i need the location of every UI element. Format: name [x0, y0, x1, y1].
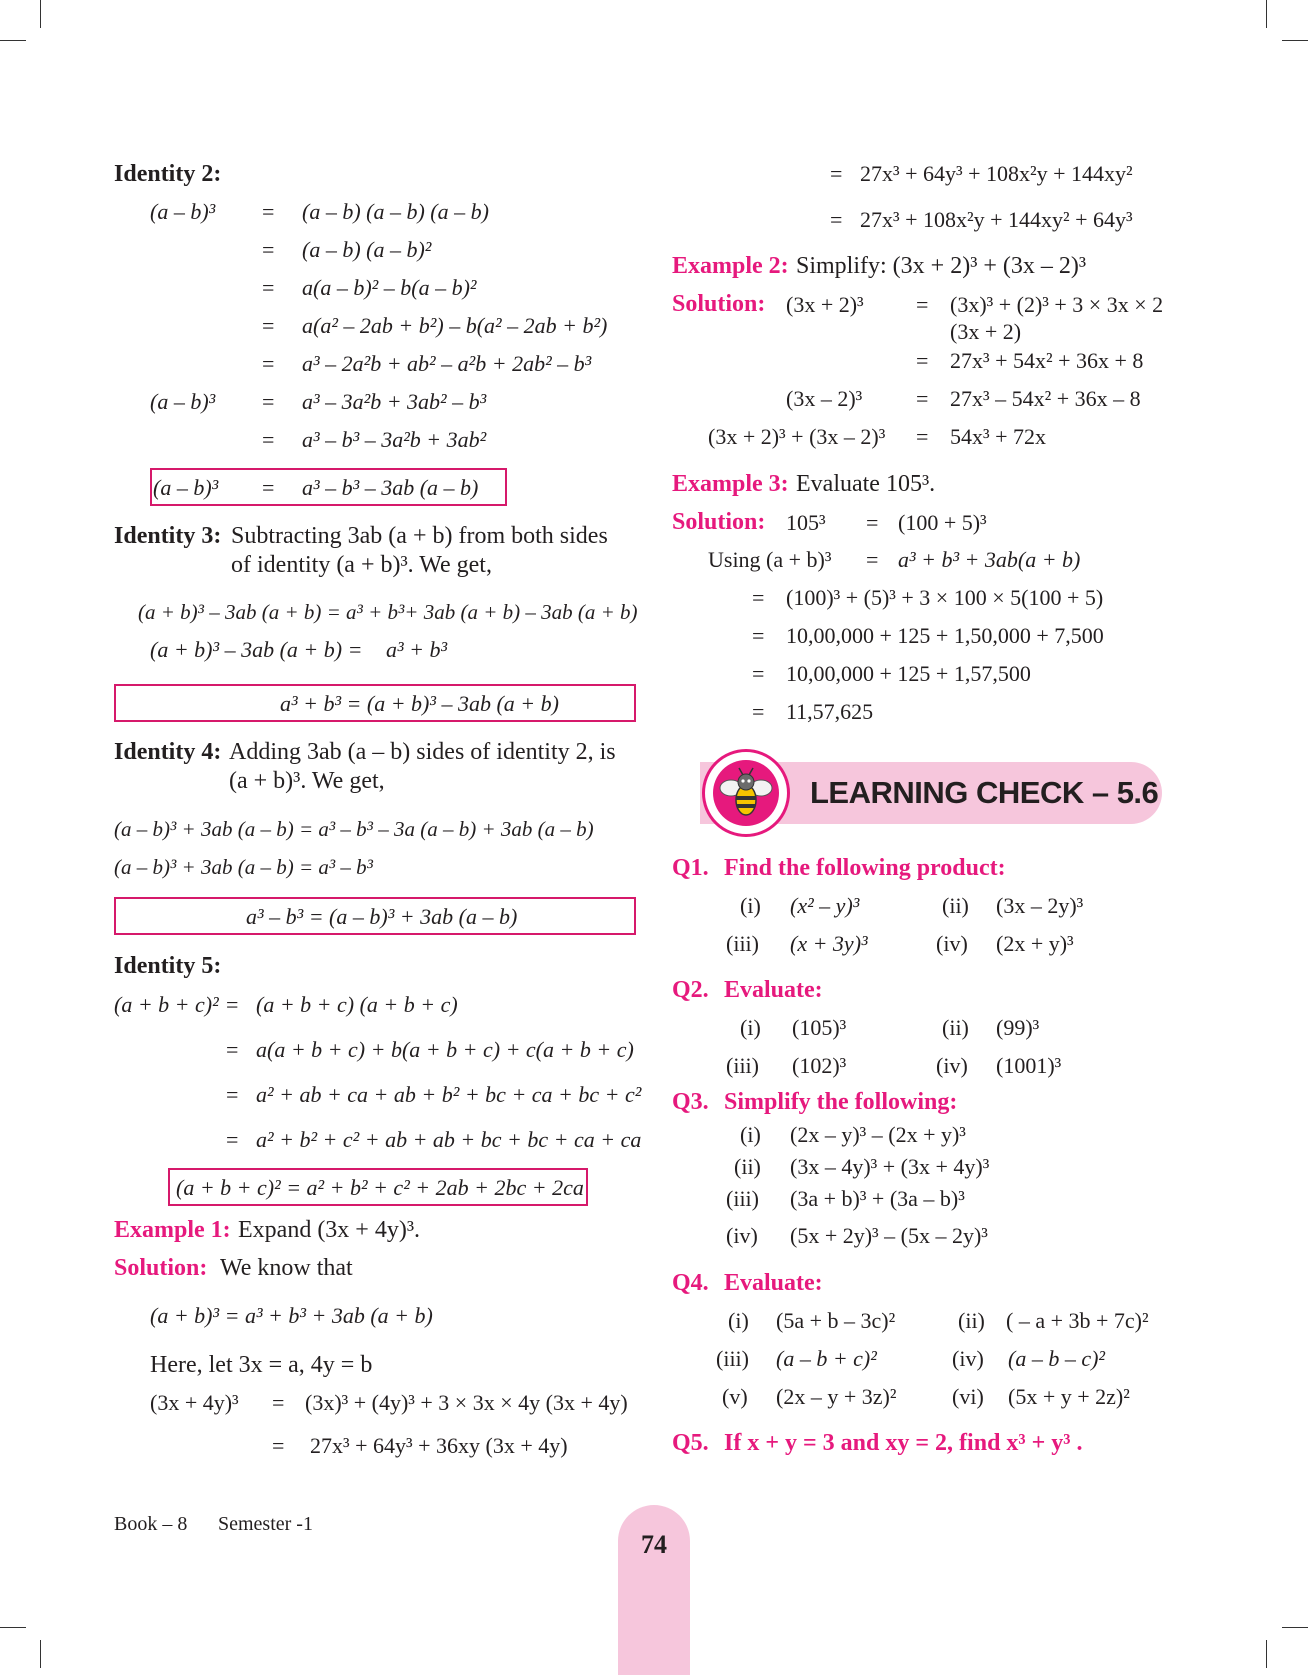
example-3-step: 10,00,000 + 125 + 1,57,500 — [786, 661, 1031, 686]
q4-item: (a – b – c)² — [1008, 1346, 1106, 1371]
q4-item: (a – b + c)² — [776, 1346, 877, 1371]
crop-mark — [1266, 0, 1267, 28]
equals-sign: = — [752, 585, 765, 610]
example-3-step: (100)³ + (5)³ + 3 × 100 × 5(100 + 5) — [786, 585, 1104, 610]
q3-item: (3x – 4y)³ + (3x + 4y)³ — [790, 1154, 990, 1179]
q3-item-number: (iv) — [726, 1223, 758, 1248]
identity-5-step: a² + ab + ca + ab + b² + bc + ca + bc + c² — [256, 1082, 642, 1107]
equals-sign: = — [272, 1390, 285, 1415]
equals-sign: = — [916, 386, 929, 411]
equals-sign: = — [866, 547, 879, 572]
identity-2-lhs: (a – b)³ — [150, 199, 216, 224]
example-1-label: Example 1: — [114, 1217, 231, 1243]
equals-sign: = — [226, 992, 239, 1017]
footer-book: Book – 8 — [114, 1513, 188, 1535]
q5-number: Q5. — [672, 1430, 709, 1456]
equals-sign: = — [262, 475, 275, 500]
equals-sign: = — [916, 424, 929, 449]
example-2-step: 27x³ + 54x² + 36x + 8 — [950, 348, 1144, 373]
equals-sign: = — [226, 1127, 239, 1152]
example-1-text: Expand (3x + 4y)³. — [238, 1217, 421, 1243]
q5-text: If x + y = 3 and xy = 2, find x³ + y³ . — [724, 1430, 1083, 1456]
footer-semester: Semester -1 — [218, 1513, 313, 1535]
equals-sign: = — [226, 1082, 239, 1107]
q2-title: Evaluate: — [724, 977, 823, 1003]
identity-2-title: Identity 2: — [114, 161, 222, 187]
example-1-lhs: (3x + 4y)³ — [150, 1390, 239, 1415]
example-1-formula: (a + b)³ = a³ + b³ + 3ab (a + b) — [150, 1303, 433, 1328]
q4-item-number: (i) — [728, 1308, 749, 1333]
identity-2-step: a³ – 2a²b + ab² – a²b + 2ab² – b³ — [302, 351, 592, 376]
page-number: 74 — [641, 1530, 667, 1559]
q2-item-number: (iii) — [726, 1053, 759, 1078]
equals-sign: = — [262, 313, 275, 338]
example-3-solution-label: Solution: — [672, 509, 766, 535]
q4-number: Q4. — [672, 1270, 709, 1296]
equals-sign: = — [752, 661, 765, 686]
identity-3-result: a³ + b³ = (a + b)³ – 3ab (a + b) — [280, 691, 559, 716]
identity-4-line: (a – b)³ + 3ab (a – b) = a³ – b³ – 3a (a – b) + 3ab (a – b) — [114, 817, 594, 841]
q1-item-number: (iii) — [726, 931, 759, 956]
q4-item-number: (v) — [722, 1384, 748, 1409]
identity-4-text: Adding 3ab (a – b) sides of identity 2, is — [229, 739, 616, 765]
q4-item-number: (ii) — [958, 1308, 985, 1333]
example-2-lhs: (3x – 2)³ — [786, 386, 863, 411]
identity-3-line: (a + b)³ – 3ab (a + b) = — [150, 637, 363, 662]
q1-item: (x + 3y)³ — [790, 931, 868, 956]
q2-item-number: (ii) — [942, 1015, 969, 1040]
example-2-step: 54x³ + 72x — [950, 424, 1047, 449]
q4-item: (5a + b – 3c)² — [776, 1308, 896, 1333]
identity-5-lhs: (a + b + c)² — [114, 992, 219, 1017]
q2-item: (102)³ — [792, 1053, 847, 1078]
crop-mark — [1282, 40, 1308, 41]
identity-5-step: a(a + b + c) + b(a + b + c) + c(a + b + c) — [256, 1037, 634, 1062]
example-3-step: a³ + b³ + 3ab(a + b) — [898, 547, 1081, 572]
q2-item: (1001)³ — [996, 1053, 1062, 1078]
q1-item: (3x – 2y)³ — [996, 893, 1084, 918]
example-1-solution-text: We know that — [220, 1255, 353, 1281]
q3-item-number: (i) — [740, 1122, 761, 1147]
q4-item-number: (iv) — [952, 1346, 984, 1371]
q2-number: Q2. — [672, 977, 709, 1003]
q4-item: (2x – y + 3z)² — [776, 1384, 897, 1409]
identity-2-result-lhs: (a – b)³ — [153, 475, 219, 500]
example-2-label: Example 2: — [672, 253, 789, 279]
example-2-step: (3x + 2) — [950, 319, 1022, 344]
example-1-solution-label: Solution: — [114, 1255, 208, 1281]
equals-sign: = — [830, 207, 843, 232]
q4-item-number: (vi) — [952, 1384, 984, 1409]
identity-2-step: a(a² – 2ab + b²) – b(a² – 2ab + b²) — [302, 313, 608, 338]
identity-3-text: of identity (a + b)³. We get, — [231, 552, 492, 578]
crop-mark — [0, 40, 26, 41]
example-3-step: 10,00,000 + 125 + 1,50,000 + 7,500 — [786, 623, 1104, 648]
equals-sign: = — [262, 237, 275, 262]
example-3-step: (100 + 5)³ — [898, 510, 987, 535]
crop-mark — [1266, 1640, 1267, 1668]
equals-sign: = — [262, 351, 275, 376]
example-2-lhs: (3x + 2)³ — [786, 292, 864, 317]
example-2-step: 27x³ – 54x² + 36x – 8 — [950, 386, 1141, 411]
equals-sign: = — [752, 699, 765, 724]
q3-item-number: (ii) — [734, 1154, 761, 1179]
example-3-using: Using (a + b)³ — [708, 547, 832, 572]
identity-2-step: a(a – b)² – b(a – b)² — [302, 275, 477, 300]
identity-4-title: Identity 4: — [114, 739, 222, 765]
equals-sign: = — [916, 292, 929, 317]
example-3-text: Evaluate 105³. — [796, 471, 936, 497]
example-1-step: 27x³ + 64y³ + 36xy (3x + 4y) — [310, 1433, 568, 1458]
q3-item: (5x + 2y)³ – (5x – 2y)³ — [790, 1223, 988, 1248]
identity-3-text: Subtracting 3ab (a + b) from both sides — [231, 523, 608, 549]
equals-sign: = — [226, 1037, 239, 1062]
identity-5-title: Identity 5: — [114, 953, 222, 979]
q1-item-number: (iv) — [936, 931, 968, 956]
q1-item-number: (i) — [740, 893, 761, 918]
crop-mark — [40, 0, 41, 28]
identity-2-step: (a – b) (a – b)² — [302, 237, 432, 262]
equals-sign: = — [916, 348, 929, 373]
crop-mark — [1282, 1627, 1308, 1628]
q1-number: Q1. — [672, 855, 709, 881]
identity-3-line: a³ + b³ — [386, 637, 448, 662]
q3-item: (2x – y)³ – (2x + y)³ — [790, 1122, 966, 1147]
q1-item: (2x + y)³ — [996, 931, 1074, 956]
example-3-answer: 11,57,625 — [786, 699, 874, 724]
q1-item-number: (ii) — [942, 893, 969, 918]
example-1-step: 27x³ + 108x²y + 144xy² + 64y³ — [860, 207, 1133, 232]
equals-sign: = — [262, 199, 275, 224]
q4-item: ( – a + 3b + 7c)² — [1006, 1308, 1149, 1333]
equals-sign: = — [866, 510, 879, 535]
learning-check-title: LEARNING CHECK – 5.6 — [810, 775, 1159, 810]
identity-2-lhs: (a – b)³ — [150, 389, 216, 414]
identity-5-result: (a + b + c)² = a² + b² + c² + 2ab + 2bc + 2ca — [176, 1175, 584, 1200]
identity-2-step: (a – b) (a – b) (a – b) — [302, 199, 489, 224]
example-3-label: Example 3: — [672, 471, 789, 497]
equals-sign: = — [752, 623, 765, 648]
bee-icon — [713, 760, 779, 826]
equals-sign: = — [830, 161, 843, 186]
identity-4-line: (a – b)³ + 3ab (a – b) = a³ – b³ — [114, 855, 373, 879]
equals-sign: = — [272, 1433, 285, 1458]
identity-2-result-rhs: a³ – b³ – 3ab (a – b) — [302, 475, 479, 500]
identity-2-step: a³ – 3a²b + 3ab² – b³ — [302, 389, 487, 414]
q1-title: Find the following product: — [724, 855, 1006, 881]
q2-item: (99)³ — [996, 1015, 1040, 1040]
equals-sign: = — [262, 389, 275, 414]
q4-item-number: (iii) — [716, 1346, 749, 1371]
q4-title: Evaluate: — [724, 1270, 823, 1296]
identity-5-step: (a + b + c) (a + b + c) — [256, 992, 458, 1017]
crop-mark — [0, 1627, 26, 1628]
equals-sign: = — [262, 427, 275, 452]
example-3-lhs: 105³ — [786, 510, 826, 535]
example-2-text: Simplify: (3x + 2)³ + (3x – 2)³ — [796, 253, 1087, 279]
q3-number: Q3. — [672, 1089, 709, 1115]
q2-item-number: (iv) — [936, 1053, 968, 1078]
learning-check-badge — [702, 749, 790, 837]
identity-2-step: a³ – b³ – 3a²b + 3ab² — [302, 427, 487, 452]
q3-title: Simplify the following: — [724, 1089, 958, 1115]
q4-item: (5x + y + 2z)² — [1008, 1384, 1130, 1409]
example-2-solution-label: Solution: — [672, 291, 766, 317]
equals-sign: = — [262, 275, 275, 300]
q1-item: (x² – y)³ — [790, 893, 860, 918]
q2-item: (105)³ — [792, 1015, 847, 1040]
q3-item: (3a + b)³ + (3a – b)³ — [790, 1186, 965, 1211]
q3-item-number: (iii) — [726, 1186, 759, 1211]
q2-item-number: (i) — [740, 1015, 761, 1040]
example-1-step: (3x)³ + (4y)³ + 3 × 3x × 4y (3x + 4y) — [305, 1390, 628, 1415]
example-2-step: (3x)³ + (2)³ + 3 × 3x × 2 — [950, 292, 1164, 317]
example-1-step: 27x³ + 64y³ + 108x²y + 144xy² — [860, 161, 1133, 186]
identity-4-text: (a + b)³. We get, — [229, 768, 385, 794]
crop-mark — [40, 1640, 41, 1668]
identity-3-title: Identity 3: — [114, 523, 222, 549]
identity-4-result: a³ – b³ = (a – b)³ + 3ab (a – b) — [246, 904, 518, 929]
identity-5-step: a² + b² + c² + ab + ab + bc + bc + ca + ca — [256, 1127, 642, 1152]
example-1-let: Here, let 3x = a, 4y = b — [150, 1352, 373, 1378]
identity-3-line: (a + b)³ – 3ab (a + b) = a³ + b³+ 3ab (a + b) – 3ab (a + b) — [138, 600, 638, 624]
example-2-lhs: (3x + 2)³ + (3x – 2)³ — [708, 424, 886, 449]
